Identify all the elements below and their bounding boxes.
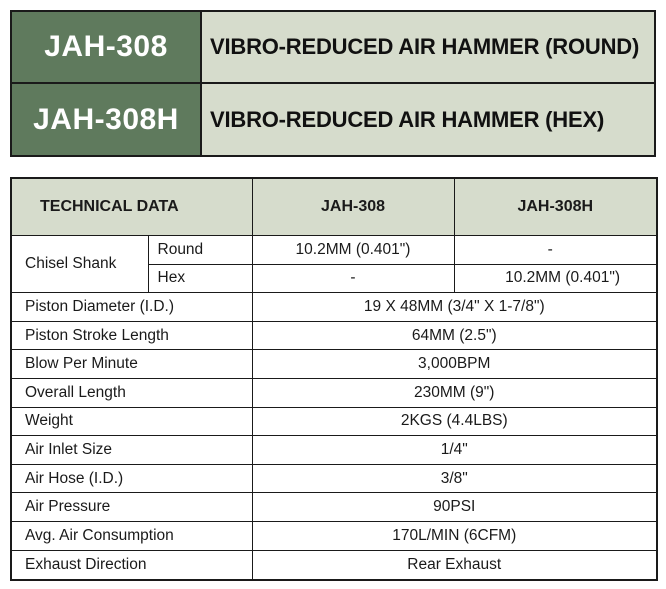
table-row [11,350,657,379]
product-header [10,10,656,157]
header-technical-data: TECHNICAL DATA [11,178,252,236]
cell-value: 64MM (2.5") [252,321,657,350]
row-label: Air Inlet Size [11,436,252,465]
table-row [11,236,657,265]
cell-value: 3,000BPM [252,350,657,379]
cell-value: 230MM (9") [252,378,657,407]
row-label: Weight [11,407,252,436]
header-row-hex [12,84,654,155]
cell-value: 1/4" [252,436,657,465]
table-row [11,464,657,493]
row-label: Air Pressure [11,493,252,522]
product-title: VIBRO-REDUCED AIR HAMMER (ROUND) [202,12,654,82]
row-label-chisel-shank: Chisel Shank [11,236,148,293]
table-row [11,550,657,580]
row-label: Exhaust Direction [11,550,252,580]
model-code: JAH-308H [12,84,202,155]
table-row [11,436,657,465]
cell-value: 10.2MM (0.401") [252,236,454,265]
table-row [11,378,657,407]
table-row [11,293,657,322]
table-row [11,321,657,350]
row-label: Avg. Air Consumption [11,521,252,550]
header-row-round [12,12,654,84]
cell-value: - [454,236,657,265]
cell-value: 2KGS (4.4LBS) [252,407,657,436]
cell-value: Rear Exhaust [252,550,657,580]
cell-value: 3/8" [252,464,657,493]
technical-data-table [10,177,658,581]
cell-value: 90PSI [252,493,657,522]
row-label: Blow Per Minute [11,350,252,379]
row-label: Overall Length [11,378,252,407]
cell-value: - [252,264,454,293]
sub-label-hex: Hex [148,264,252,293]
row-label: Piston Diameter (I.D.) [11,293,252,322]
cell-value: 170L/MIN (6CFM) [252,521,657,550]
table-row [11,407,657,436]
sub-label-round: Round [148,236,252,265]
cell-value: 19 X 48MM (3/4" X 1-7/8") [252,293,657,322]
row-label: Air Hose (I.D.) [11,464,252,493]
header-model-jah-308h: JAH-308H [454,178,657,236]
header-model-jah-308: JAH-308 [252,178,454,236]
table-row [11,521,657,550]
table-header-row [11,178,657,236]
row-label: Piston Stroke Length [11,321,252,350]
table-row [11,493,657,522]
model-code: JAH-308 [12,12,202,82]
cell-value: 10.2MM (0.401") [454,264,657,293]
product-title: VIBRO-REDUCED AIR HAMMER (HEX) [202,84,654,155]
